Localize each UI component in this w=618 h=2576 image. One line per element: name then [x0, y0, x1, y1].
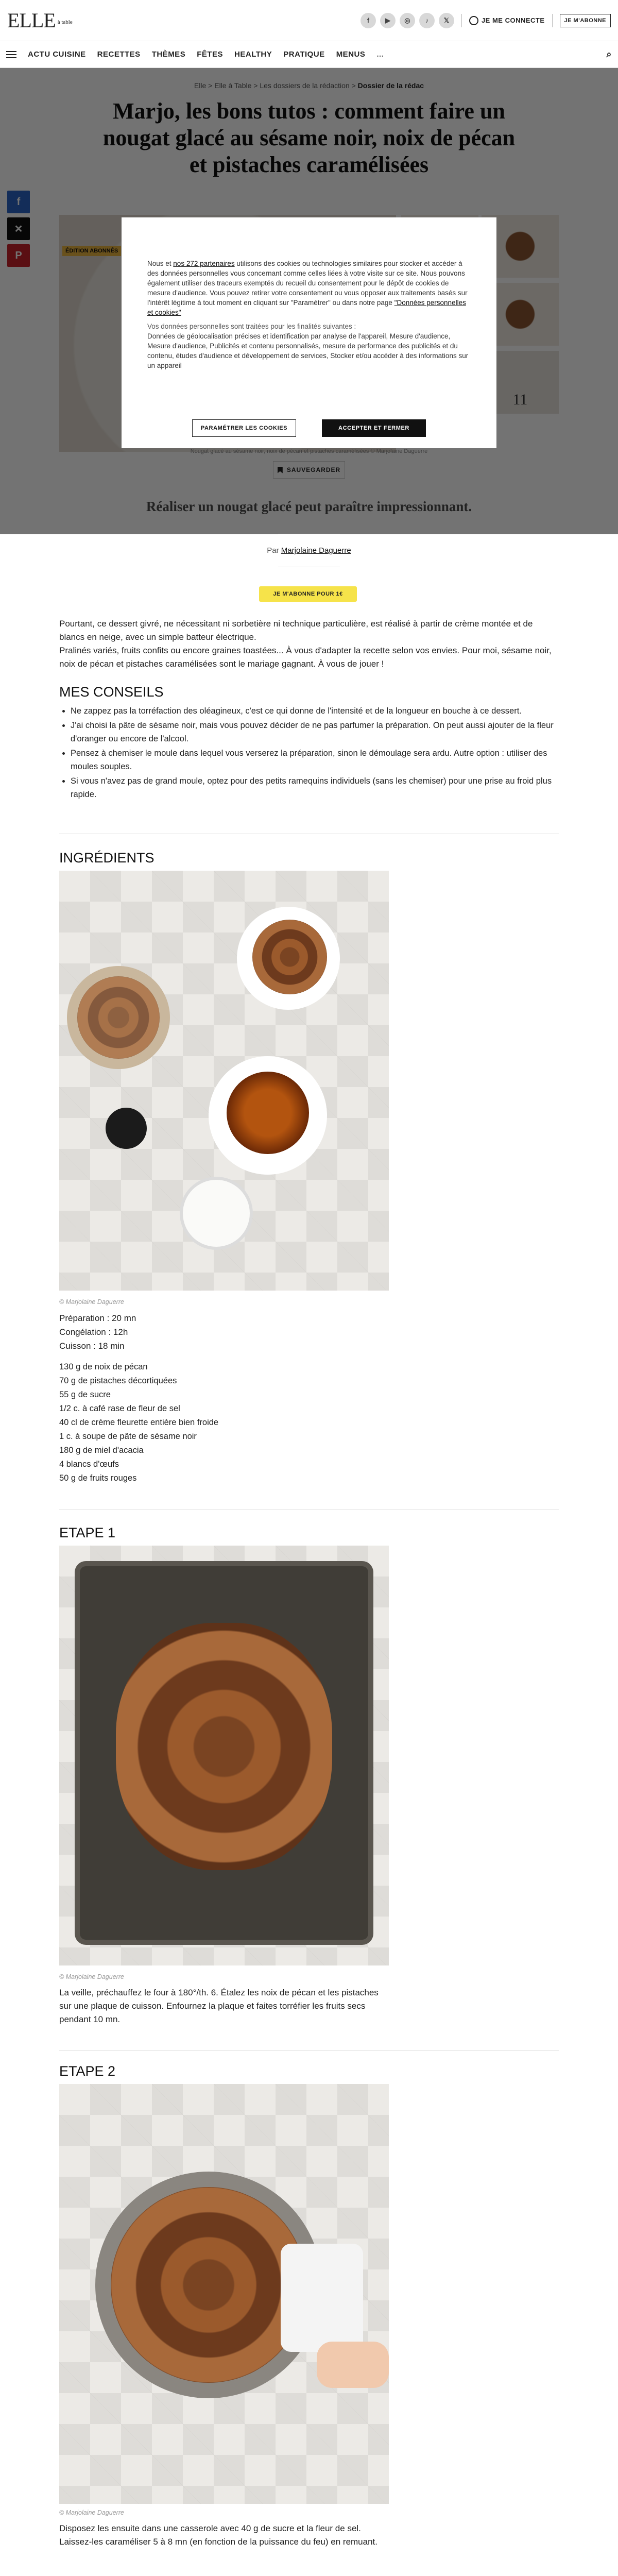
tips-heading: MES CONSEILS — [59, 684, 164, 700]
sugar-glass — [281, 2244, 363, 2352]
sesame-paste-jar — [106, 1108, 147, 1149]
top-bar — [0, 0, 618, 41]
logo-subtitle: à table — [57, 19, 73, 25]
cookie-text-part: Nous et — [147, 260, 171, 267]
ingredients-list — [59, 1360, 218, 1485]
intro-paragraph: Pralinés variés, fruits confits ou encore graines toastées... À vous d'adapter la recette selon vos envies. Pour moi, sésame noir, noix de pécan et pistaches caramélisées sont le mariage gagnant. À vous de jouer ! — [59, 646, 552, 669]
nuts-in-pan — [111, 2187, 306, 2383]
youtube-icon[interactable]: ▶ — [380, 13, 396, 28]
author-byline — [0, 546, 618, 555]
author-prefix: Par — [267, 546, 279, 555]
nav-item-themes[interactable]: THÈMES — [151, 50, 186, 59]
menu-icon[interactable] — [6, 51, 16, 58]
toasted-nuts — [116, 1623, 332, 1870]
honey-bowl — [227, 1072, 309, 1154]
ingredient-item: 70 g de pistaches décortiquées — [59, 1376, 177, 1385]
step-heading: ETAPE 1 — [59, 1525, 116, 1540]
site-logo[interactable] — [7, 10, 75, 31]
subscribe-offer-button[interactable]: JE M'ABONNE POUR 1€ — [259, 586, 357, 602]
ingredient-item: 1 c. à soupe de pâte de sésame noir — [59, 1432, 197, 1441]
intro-paragraph: Pourtant, ce dessert givré, ne nécessitant ni sorbetière ni technique particulière, est réalisé à partir de crème montée et de blancs en neige, avec un simple batteur électrique. — [59, 619, 533, 642]
cookie-consent-modal — [122, 217, 496, 448]
nav-item-recettes[interactable]: RECETTES — [97, 50, 141, 59]
tips-section — [59, 684, 559, 802]
header-actions — [360, 13, 611, 28]
cook-time: Cuisson : 18 min — [59, 1341, 125, 1351]
accept-cookies-button[interactable]: ACCEPTER ET FERMER — [322, 419, 426, 437]
nav-item-actu-cuisine[interactable]: ACTU CUISINE — [28, 50, 86, 59]
ingredients-photo — [59, 871, 389, 1291]
freeze-time: Congélation : 12h — [59, 1327, 128, 1337]
cream-glass — [183, 1180, 250, 1247]
nav-item-healthy[interactable]: HEALTHY — [234, 50, 272, 59]
ingredient-item: 40 cl de crème fleurette entière bien froide — [59, 1418, 219, 1427]
nav-item-pratique[interactable]: PRATIQUE — [283, 50, 325, 59]
step-1-photo — [59, 1546, 389, 1965]
section-divider — [59, 2050, 559, 2051]
main-nav — [0, 41, 618, 68]
subscribe-button[interactable]: JE M'ABONNE — [560, 14, 611, 27]
cookie-text — [147, 259, 473, 317]
configure-cookies-button[interactable]: PARAMÉTRER LES COOKIES — [192, 419, 296, 437]
logo-text: ELLE — [7, 8, 56, 32]
search-icon[interactable]: ⌕ — [606, 49, 612, 59]
user-icon — [469, 16, 478, 25]
step-text: Disposez les ensuite dans une casserole avec 40 g de sucre et la fleur de sel. Laissez-les caraméliser 5 à 8 mn (en fonction de la puissance du feu) en remuant. — [59, 2523, 377, 2547]
ingredients-heading: INGRÉDIENTS — [59, 850, 154, 866]
ingredient-item: 130 g de noix de pécan — [59, 1362, 148, 1371]
x-icon[interactable]: 𝕏 — [439, 13, 454, 28]
photo-credit: © Marjolaine Daguerre — [59, 1973, 124, 1980]
site-header — [0, 0, 618, 68]
tip-item: • Pensez à chemiser le moule dans lequel vous verserez la préparation, sinon le démoulage sera ardu. Autre option : utiliser des moules souples. — [71, 747, 559, 773]
nav-more[interactable]: ... — [376, 50, 384, 59]
pistachios — [77, 976, 160, 1059]
instagram-icon[interactable]: ◎ — [400, 13, 415, 28]
tip-item: • Si vous n'avez pas de grand moule, optez pour des petits ramequins individuels (sans les chemiser) pour une prise au froid plus rapide. — [71, 774, 559, 801]
ingredient-item: 50 g de fruits rouges — [59, 1473, 137, 1483]
cookie-overlay — [0, 68, 618, 534]
ingredient-item: 180 g de miel d'acacia — [59, 1446, 144, 1455]
photo-credit: © Marjolaine Daguerre — [59, 1298, 124, 1306]
cookie-actions — [122, 419, 496, 437]
tips-list — [59, 704, 559, 801]
step-text: La veille, préchauffez le four à 180°/th. 6. Étalez les noix de pécan et les pistaches sur une plaque de cuisson. Enfournez la plaque et faites torréfier les fruits secs pendant 10 mn. — [59, 1988, 379, 2024]
partners-link[interactable]: nos 272 partenaires — [173, 260, 235, 267]
cookie-purposes-intro: Vos données personnelles sont traitées pour les finalités suivantes : — [147, 323, 356, 330]
step-2-photo — [59, 2084, 389, 2504]
tiktok-icon[interactable]: ♪ — [419, 13, 435, 28]
tip-item: • Ne zappez pas la torréfaction des oléagineux, c'est ce qui donne de l'intensité et de la longueur en bouche à ce dessert. — [71, 704, 559, 718]
facebook-icon[interactable]: f — [360, 13, 376, 28]
prep-time: Préparation : 20 mn — [59, 1313, 136, 1323]
article-subtitle: Réaliser un nougat glacé peut paraître impressionnant. — [146, 499, 472, 514]
nav-item-fetes[interactable]: FÊTES — [197, 50, 224, 59]
recipe-times — [59, 1311, 136, 1353]
ingredient-item: 1/2 c. à café rase de fleur de sel — [59, 1404, 180, 1413]
article-intro — [59, 617, 559, 671]
login-link[interactable] — [469, 16, 545, 25]
login-label: JE ME CONNECTE — [481, 16, 545, 24]
ingredient-item: 55 g de sucre — [59, 1390, 111, 1399]
photo-credit: © Marjolaine Daguerre — [59, 2509, 124, 2516]
pecan-bowl — [252, 920, 327, 994]
cookie-text-part: utilisons des cookies ou technologies similaires pour stocker et accéder à des données personnelles vous concernant comme celles liées à votre visite sur ce site. Nous pouvons également utiliser des traceurs exemptés du recueil du consentement pour le dépôt de cookies de mesure d'audience. Vous pouvez retirer votre consentement ou vous opposer aux traitements basés sur l'intérêt légitime à tout moment en cliquant sur "Paramétrer" ou dans notre page — [147, 260, 468, 307]
tip-item: • J'ai choisi la pâte de sésame noir, mais vous pouvez décider de ne pas parfumer la préparation. On peut aussi ajouter de la fleur d'oranger ou encore de l'alcool. — [71, 719, 559, 745]
header-divider — [461, 14, 462, 27]
step-heading: ETAPE 2 — [59, 2063, 116, 2079]
nav-item-menus[interactable]: MENUS — [336, 50, 366, 59]
hand — [317, 2342, 389, 2388]
cookie-purposes: Données de géolocalisation précises et identification par analyse de l'appareil, Mesure d'audience, Mesure d'audience, Publicités et contenu personnalisés, mesure de performance des publicités et du contenu, études d'audience et développement de services, Stocker et/ou accéder à des informations sur un appareil — [147, 332, 469, 369]
data-policy-link[interactable]: "Données personnelles et cookies" — [147, 299, 466, 316]
header-divider — [552, 14, 553, 27]
author-link[interactable]: Marjolaine Daguerre — [281, 546, 351, 555]
ingredient-item: 4 blancs d'œufs — [59, 1460, 119, 1469]
